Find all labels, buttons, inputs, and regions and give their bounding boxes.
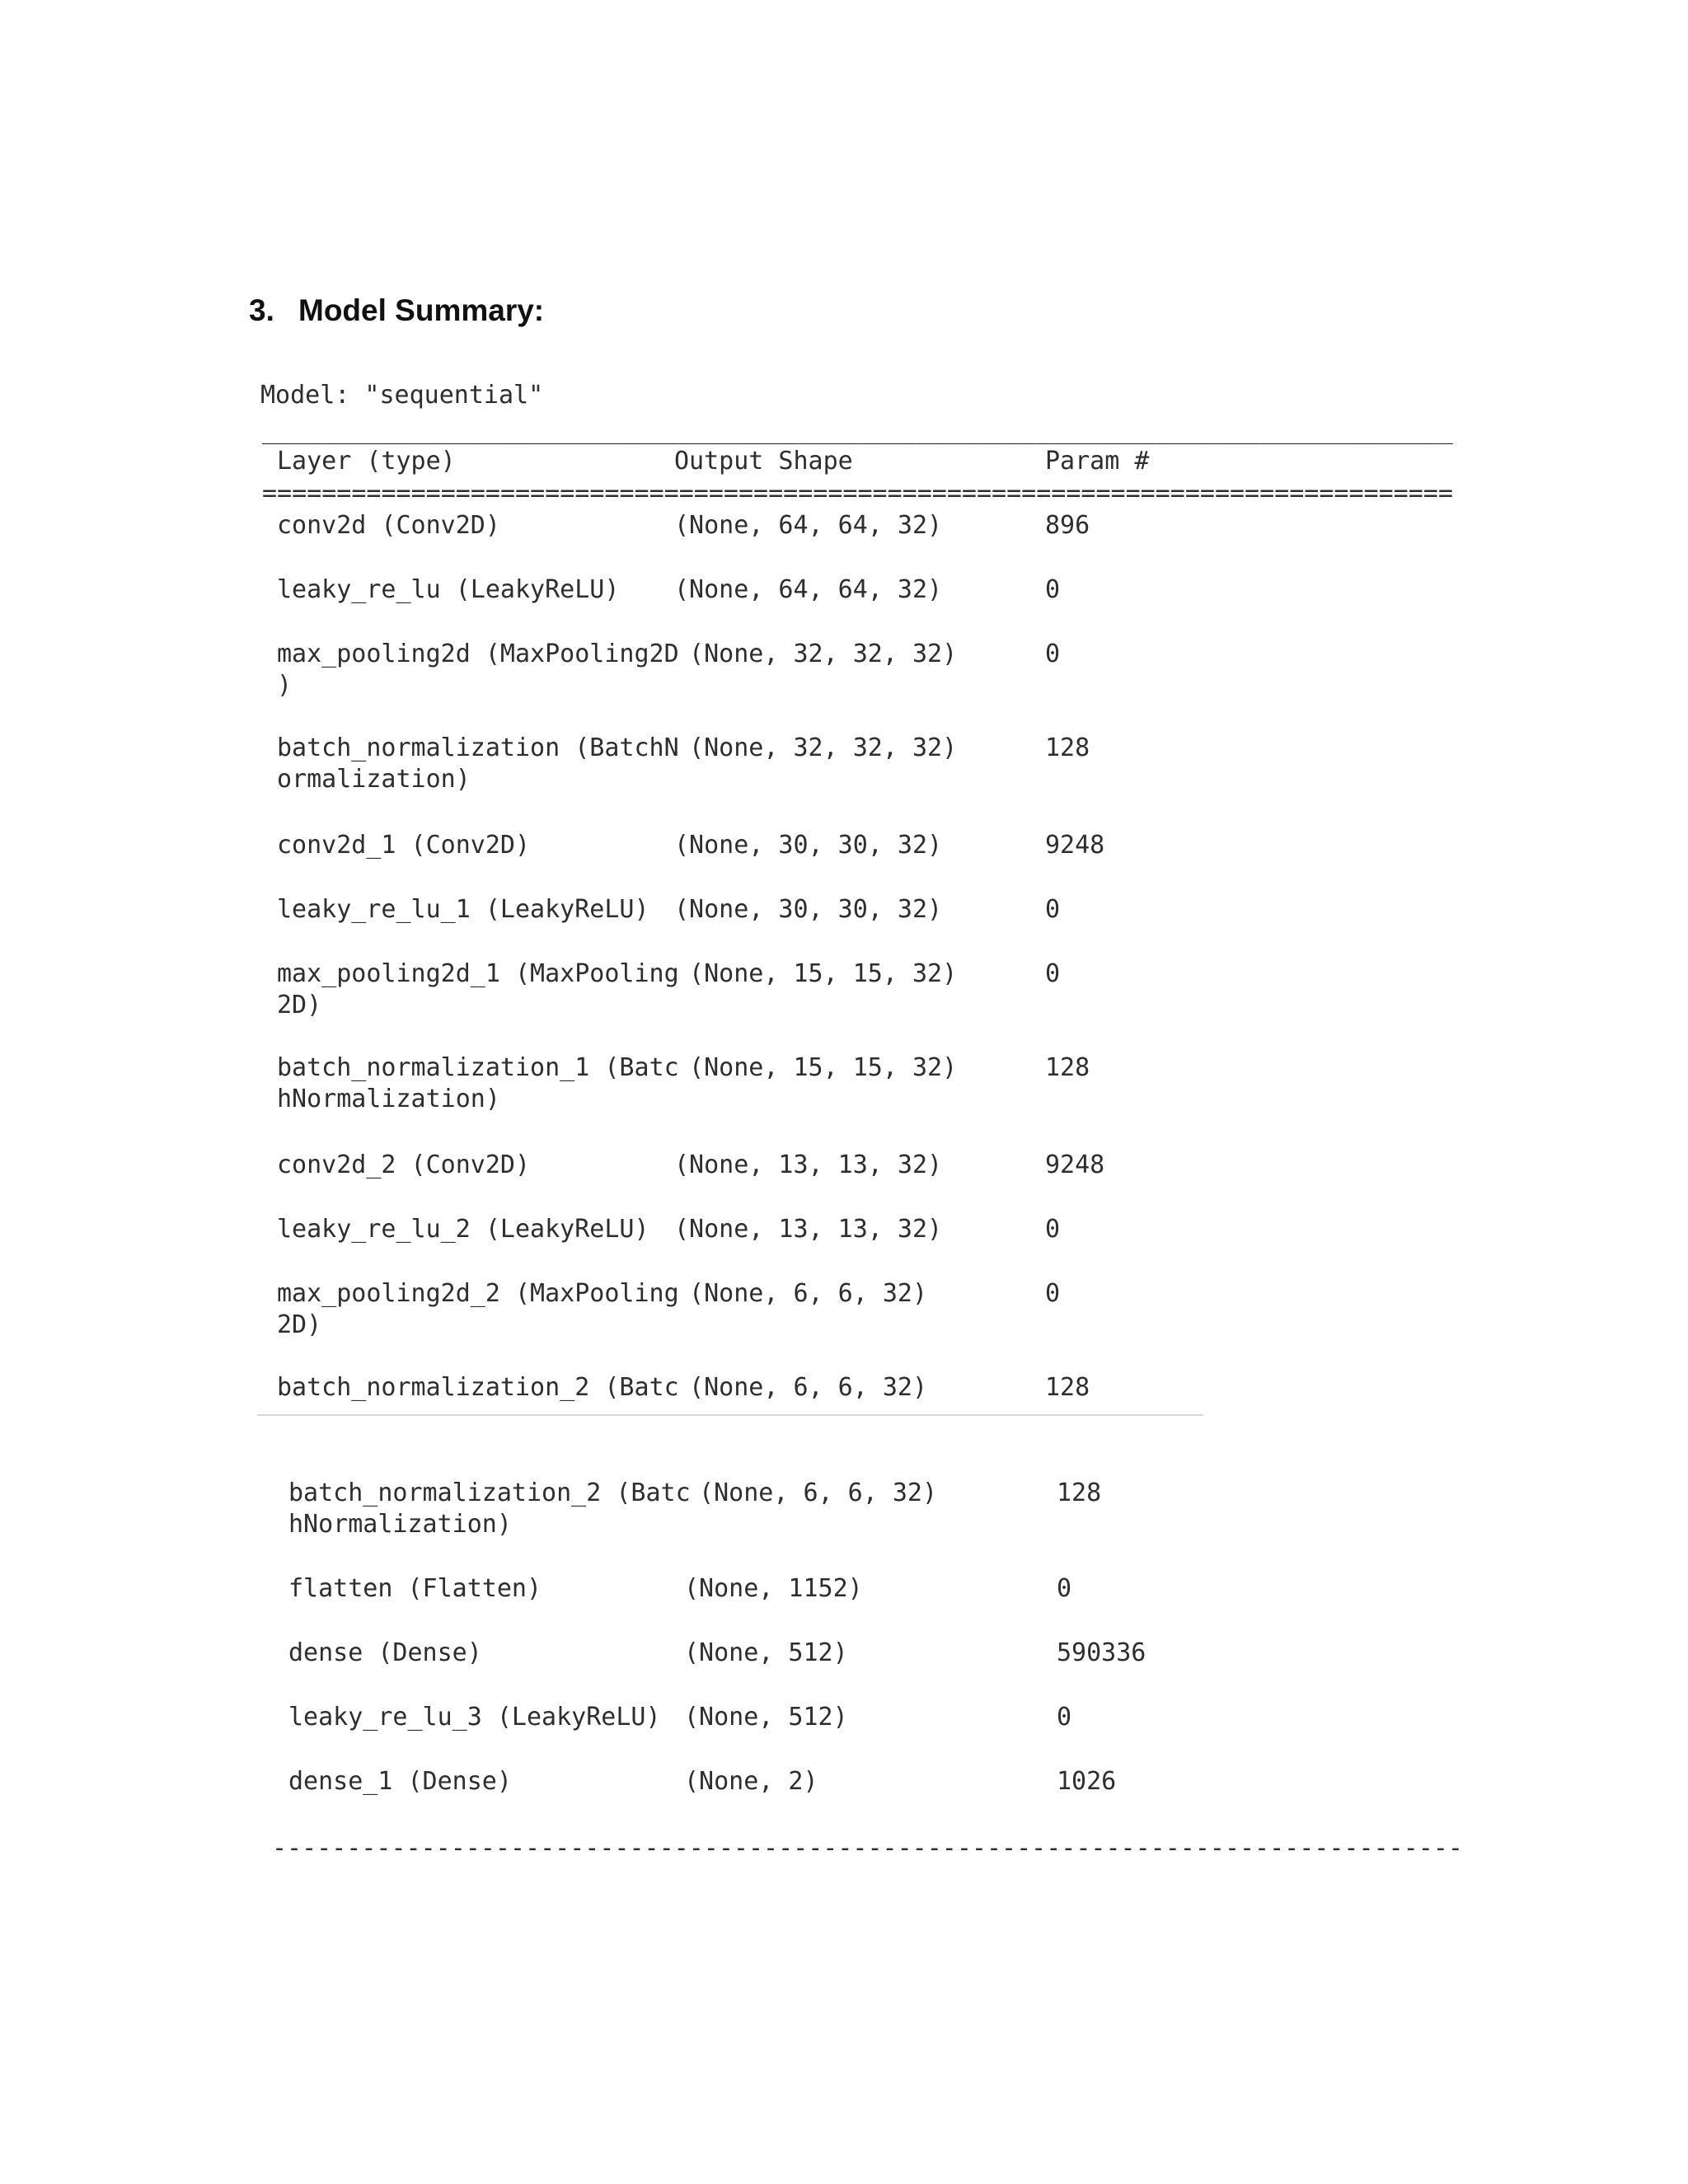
output-shape: (None, 2) <box>684 1767 818 1796</box>
param-count: 9248 <box>1045 1151 1105 1179</box>
layer-name: max_pooling2d (MaxPooling2D <box>277 640 679 668</box>
table-row <box>0 893 1688 926</box>
layer-name: 2D) <box>277 1310 322 1339</box>
layer-name: leaky_re_lu_3 (LeakyReLU) <box>288 1703 661 1732</box>
param-count: 1026 <box>1057 1767 1117 1796</box>
output-shape: (None, 13, 13, 32) <box>674 1151 943 1179</box>
param-count: 128 <box>1045 1373 1090 1402</box>
layer-name: conv2d_2 (Conv2D) <box>277 1151 531 1179</box>
table-row <box>0 1052 1688 1118</box>
equals-rule: ================================================================================ <box>262 479 1453 508</box>
section-title: Model Summary: <box>298 293 545 327</box>
table-row <box>0 1701 1688 1734</box>
param-count: 0 <box>1045 1215 1061 1244</box>
output-shape: (None, 15, 15, 32) <box>674 959 958 988</box>
layer-name: batch_normalization_2 (Batc <box>288 1479 691 1507</box>
output-shape: (None, 30, 30, 32) <box>674 895 943 924</box>
section-number: 3. <box>249 293 274 327</box>
layer-name: leaky_re_lu (LeakyReLU) <box>277 575 620 604</box>
param-count: 128 <box>1045 1053 1090 1082</box>
output-shape: (None, 15, 15, 32) <box>674 1053 958 1082</box>
header-param: Param # <box>1045 447 1150 476</box>
layer-name: leaky_re_lu_2 (LeakyReLU) <box>277 1215 649 1244</box>
table-row <box>0 1371 1688 1404</box>
output-shape: (None, 32, 32, 32) <box>674 640 958 668</box>
param-count: 128 <box>1045 733 1090 762</box>
table-row <box>0 829 1688 862</box>
param-count: 896 <box>1045 511 1090 540</box>
output-shape: (None, 512) <box>684 1638 848 1667</box>
table-row <box>0 1477 1688 1543</box>
layer-name: max_pooling2d_2 (MaxPooling <box>277 1279 679 1308</box>
param-count: 9248 <box>1045 831 1105 860</box>
param-count: 0 <box>1045 640 1061 668</box>
top-rule: ________________________________________________________________________________ <box>262 416 1453 445</box>
layer-name: hNormalization) <box>277 1085 500 1113</box>
param-count: 0 <box>1045 959 1061 988</box>
param-count: 0 <box>1045 1279 1061 1308</box>
layer-name: flatten (Flatten) <box>288 1574 542 1603</box>
table-row <box>0 958 1688 1024</box>
output-shape: (None, 64, 64, 32) <box>674 575 943 604</box>
layer-name: hNormalization) <box>288 1510 512 1539</box>
output-shape: (None, 6, 6, 32) <box>674 1279 928 1308</box>
layer-name: 2D) <box>277 991 322 1019</box>
param-count: 0 <box>1045 895 1061 924</box>
bottom-rule: -------------------------------------------------------------------------------- <box>272 1834 1463 1863</box>
layer-name: ) <box>277 671 293 700</box>
layer-name: batch_normalization_1 (Batc <box>277 1053 679 1082</box>
table-header-row <box>0 445 1688 478</box>
output-shape: (None, 6, 6, 32) <box>684 1479 938 1507</box>
table-row <box>0 509 1688 542</box>
param-count: 0 <box>1057 1574 1072 1603</box>
table-row <box>0 574 1688 607</box>
param-count: 590336 <box>1057 1638 1146 1667</box>
page-cut-divider <box>257 1414 1203 1416</box>
table-row <box>0 1149 1688 1182</box>
table-row <box>0 1213 1688 1246</box>
section-heading <box>249 293 544 328</box>
layer-name: max_pooling2d_1 (MaxPooling <box>277 959 679 988</box>
layer-name: dense (Dense) <box>288 1638 482 1667</box>
param-count: 128 <box>1057 1479 1102 1507</box>
layer-name: dense_1 (Dense) <box>288 1767 512 1796</box>
output-shape: (None, 30, 30, 32) <box>674 831 943 860</box>
layer-name: ormalization) <box>277 765 471 794</box>
output-shape: (None, 64, 64, 32) <box>674 511 943 540</box>
table-row <box>0 732 1688 798</box>
layer-name: batch_normalization (BatchN <box>277 733 679 762</box>
table-row <box>0 638 1688 704</box>
layer-name: batch_normalization_2 (Batc <box>277 1373 679 1402</box>
param-count: 0 <box>1057 1703 1072 1732</box>
output-shape: (None, 512) <box>684 1703 848 1732</box>
output-shape: (None, 1152) <box>684 1574 863 1603</box>
param-count: 0 <box>1045 575 1061 604</box>
layer-name: conv2d_1 (Conv2D) <box>277 831 531 860</box>
model-name-line: Model: "sequential" <box>260 381 544 410</box>
table-row <box>0 1572 1688 1605</box>
layer-name: leaky_re_lu_1 (LeakyReLU) <box>277 895 649 924</box>
table-row <box>0 1765 1688 1798</box>
header-shape: Output Shape <box>674 447 853 476</box>
output-shape: (None, 6, 6, 32) <box>674 1373 928 1402</box>
table-row <box>0 1637 1688 1670</box>
output-shape: (None, 32, 32, 32) <box>674 733 958 762</box>
header-layer: Layer (type) <box>277 447 456 476</box>
output-shape: (None, 13, 13, 32) <box>674 1215 943 1244</box>
table-row <box>0 1277 1688 1343</box>
layer-name: conv2d (Conv2D) <box>277 511 500 540</box>
